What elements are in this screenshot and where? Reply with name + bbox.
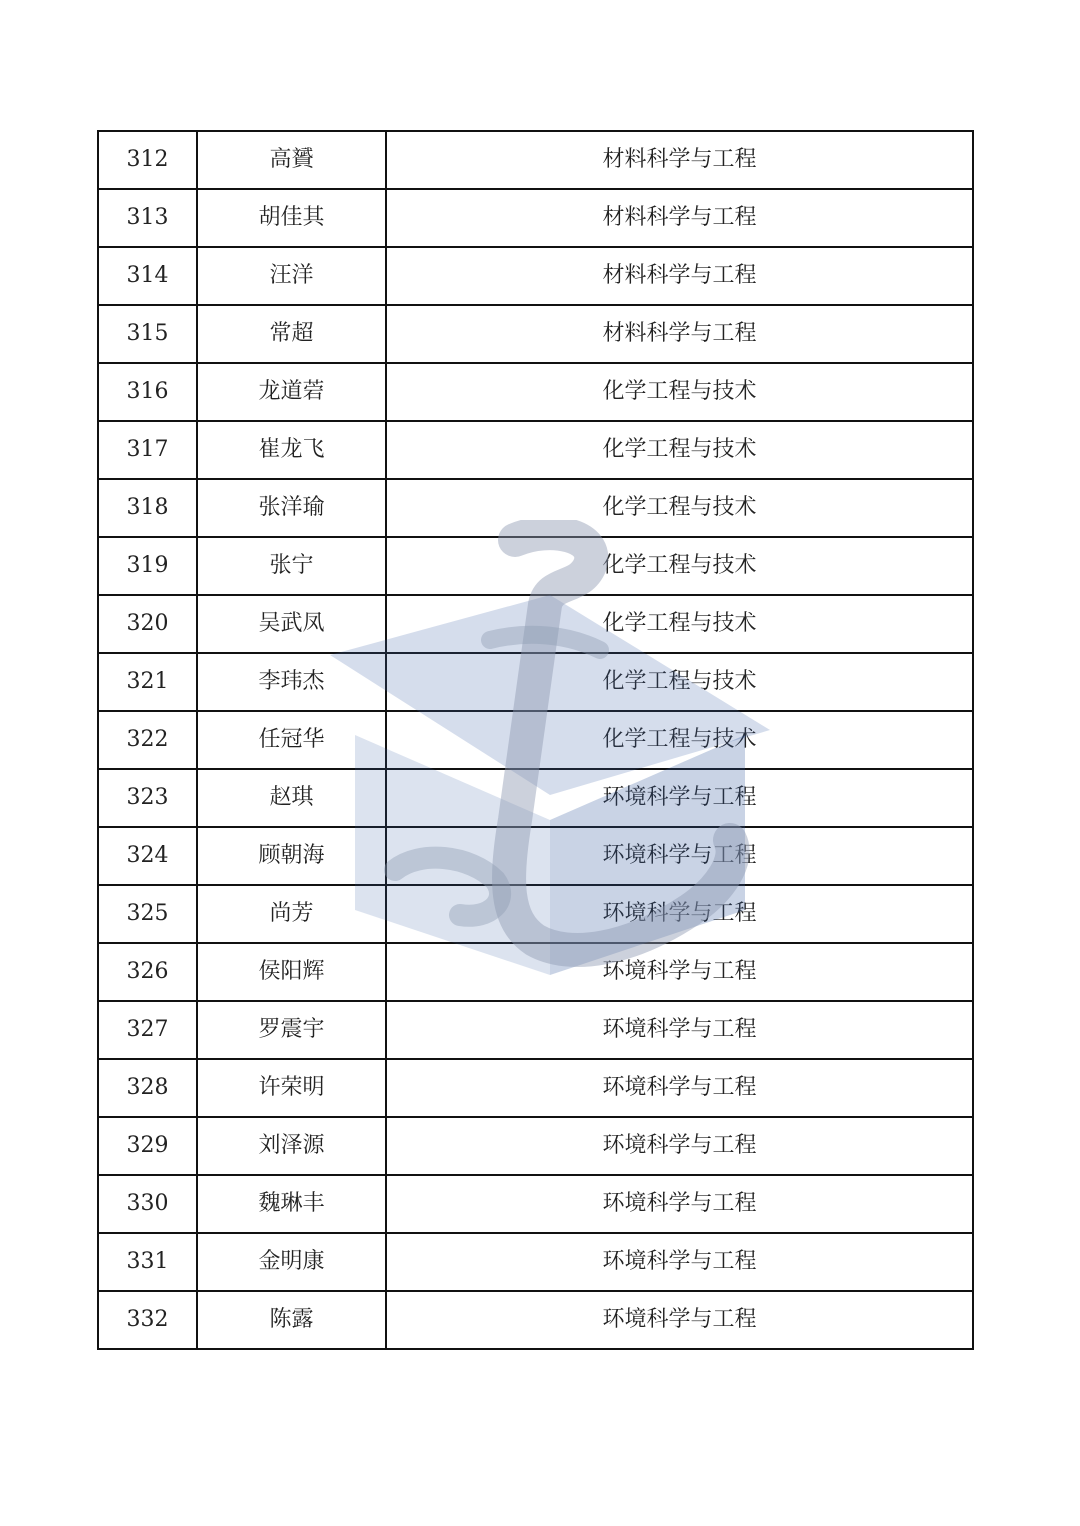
row-number: 327 — [98, 1001, 197, 1059]
table-row — [98, 885, 973, 943]
row-number: 331 — [98, 1233, 197, 1291]
student-name: 吴武凤 — [197, 595, 386, 653]
major-name: 材料科学与工程 — [386, 131, 973, 189]
student-name: 李玮杰 — [197, 653, 386, 711]
major-name: 化学工程与技术 — [386, 595, 973, 653]
table-row — [98, 1175, 973, 1233]
major-name: 材料科学与工程 — [386, 305, 973, 363]
major-name: 环境科学与工程 — [386, 1001, 973, 1059]
row-number: 317 — [98, 421, 197, 479]
table-row — [98, 537, 973, 595]
major-name: 环境科学与工程 — [386, 769, 973, 827]
student-name: 常超 — [197, 305, 386, 363]
student-name: 陈露 — [197, 1291, 386, 1349]
table-row — [98, 1291, 973, 1349]
row-number: 329 — [98, 1117, 197, 1175]
table-row — [98, 1233, 973, 1291]
student-name: 任冠华 — [197, 711, 386, 769]
row-number: 321 — [98, 653, 197, 711]
row-number: 318 — [98, 479, 197, 537]
table-row — [98, 595, 973, 653]
table-row — [98, 943, 973, 1001]
student-name: 汪洋 — [197, 247, 386, 305]
table-row — [98, 131, 973, 189]
student-name: 张宁 — [197, 537, 386, 595]
row-number: 325 — [98, 885, 197, 943]
student-name: 金明康 — [197, 1233, 386, 1291]
row-number: 324 — [98, 827, 197, 885]
major-name: 化学工程与技术 — [386, 653, 973, 711]
major-name: 环境科学与工程 — [386, 943, 973, 1001]
row-number: 332 — [98, 1291, 197, 1349]
major-name: 环境科学与工程 — [386, 1233, 973, 1291]
table-row — [98, 479, 973, 537]
major-name: 化学工程与技术 — [386, 421, 973, 479]
major-name: 环境科学与工程 — [386, 1291, 973, 1349]
student-name: 尚芳 — [197, 885, 386, 943]
student-name: 侯阳辉 — [197, 943, 386, 1001]
student-list-table — [97, 130, 974, 1350]
student-name: 高贇 — [197, 131, 386, 189]
row-number: 313 — [98, 189, 197, 247]
student-name: 龙道菪 — [197, 363, 386, 421]
row-number: 315 — [98, 305, 197, 363]
table-row — [98, 247, 973, 305]
student-name: 张洋瑜 — [197, 479, 386, 537]
student-name: 许荣明 — [197, 1059, 386, 1117]
row-number: 323 — [98, 769, 197, 827]
row-number: 326 — [98, 943, 197, 1001]
major-name: 材料科学与工程 — [386, 247, 973, 305]
table-row — [98, 421, 973, 479]
student-name: 刘泽源 — [197, 1117, 386, 1175]
student-name: 顾朝海 — [197, 827, 386, 885]
table-row — [98, 827, 973, 885]
major-name: 环境科学与工程 — [386, 1175, 973, 1233]
table-row — [98, 711, 973, 769]
table-body — [98, 131, 973, 1349]
table-row — [98, 1001, 973, 1059]
major-name: 环境科学与工程 — [386, 1059, 973, 1117]
major-name: 化学工程与技术 — [386, 537, 973, 595]
row-number: 322 — [98, 711, 197, 769]
table-row — [98, 653, 973, 711]
student-name: 魏琳丰 — [197, 1175, 386, 1233]
table-row — [98, 1059, 973, 1117]
row-number: 316 — [98, 363, 197, 421]
major-name: 环境科学与工程 — [386, 827, 973, 885]
table-row — [98, 769, 973, 827]
row-number: 328 — [98, 1059, 197, 1117]
major-name: 化学工程与技术 — [386, 479, 973, 537]
table-row — [98, 189, 973, 247]
major-name: 化学工程与技术 — [386, 711, 973, 769]
table-row — [98, 305, 973, 363]
row-number: 319 — [98, 537, 197, 595]
major-name: 环境科学与工程 — [386, 885, 973, 943]
student-name: 赵琪 — [197, 769, 386, 827]
student-name: 崔龙飞 — [197, 421, 386, 479]
table-row — [98, 1117, 973, 1175]
major-name: 环境科学与工程 — [386, 1117, 973, 1175]
row-number: 314 — [98, 247, 197, 305]
table-row — [98, 363, 973, 421]
student-name: 胡佳其 — [197, 189, 386, 247]
row-number: 312 — [98, 131, 197, 189]
major-name: 化学工程与技术 — [386, 363, 973, 421]
student-name: 罗震宇 — [197, 1001, 386, 1059]
row-number: 330 — [98, 1175, 197, 1233]
row-number: 320 — [98, 595, 197, 653]
major-name: 材料科学与工程 — [386, 189, 973, 247]
